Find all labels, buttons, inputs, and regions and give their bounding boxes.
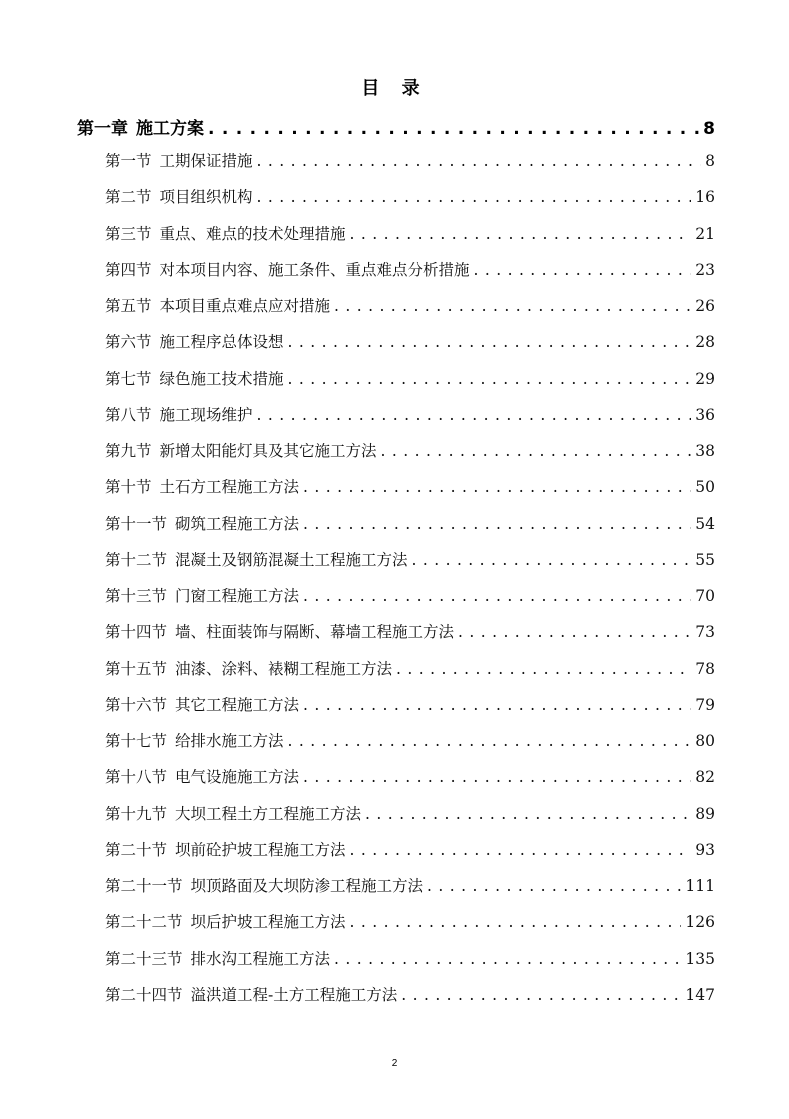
toc-section-entry[interactable] [105,729,715,753]
dot-leader [474,261,692,279]
section-page: 147 [685,985,715,1004]
section-number: 第十一节 [105,514,168,533]
dot-leader [303,696,691,714]
section-page: 28 [695,333,715,352]
toc-section-entry[interactable] [105,185,715,209]
dot-leader [288,732,692,750]
section-number: 第十二节 [105,550,168,569]
section-title: 绿色施工技术措施 [159,369,284,388]
dot-leader [350,225,692,243]
toc-chapter-entry[interactable] [77,114,715,138]
section-page: 89 [695,804,715,823]
dot-leader [350,841,692,859]
section-number: 第二十四节 [105,985,183,1004]
section-number: 第一节 [105,152,152,170]
toc-section-entry[interactable] [105,802,715,826]
section-title: 项目组织机构 [159,188,253,207]
section-number: 第十三节 [105,587,168,606]
section-title: 混凝土及钢筋混凝土工程施工方法 [175,550,408,569]
dot-leader [427,877,681,895]
toc-section-entry[interactable] [105,548,715,572]
section-page: 23 [695,260,715,279]
section-page: 36 [695,405,715,424]
section-number: 第十六节 [105,695,168,714]
section-title: 土石方工程施工方法 [159,478,300,497]
dot-leader [257,152,702,170]
toc-section-entry[interactable] [105,838,715,862]
dot-leader [208,119,699,139]
section-title: 其它工程施工方法 [175,695,300,714]
section-page: 21 [695,224,715,243]
section-title: 工期保证措施 [159,152,253,170]
chapter-number: 第一章 [77,119,128,139]
section-page: 93 [695,840,715,859]
section-page: 70 [695,587,715,606]
section-number: 第七节 [105,369,152,388]
section-number: 第四节 [105,260,152,279]
section-page: 54 [695,514,715,533]
section-title: 油漆、涂料、裱糊工程施工方法 [175,659,393,678]
section-page: 26 [695,297,715,316]
page-number: 2 [391,1058,398,1069]
section-title: 坝顶路面及大坝防渗工程施工方法 [190,877,424,896]
dot-leader [396,660,691,678]
section-title: 大坝工程土方工程施工方法 [175,804,362,823]
section-number: 第二十一节 [105,877,183,896]
toc-section-entry[interactable] [105,475,715,499]
section-page: 8 [705,152,715,170]
dot-leader [303,478,691,496]
section-number: 第十四节 [105,623,168,642]
dot-leader [257,406,692,424]
section-page: 126 [685,913,715,932]
dot-leader [288,370,692,388]
toc-section-entry[interactable] [105,294,715,318]
section-title: 对本项目内容、施工条件、重点难点分析措施 [159,260,470,279]
toc-section-entry[interactable] [105,947,715,971]
section-page: 78 [695,659,715,678]
section-page: 16 [695,188,715,207]
toc-section-entry[interactable] [105,258,715,282]
section-number: 第五节 [105,297,152,316]
section-number: 第十八节 [105,768,168,787]
section-number: 第十九节 [105,804,168,823]
section-title: 施工现场维护 [159,405,253,424]
section-number: 第二节 [105,188,152,207]
toc-section-entry[interactable] [105,403,715,427]
section-page: 29 [695,369,715,388]
toc-section-entry[interactable] [105,620,715,644]
section-page: 50 [695,478,715,497]
toc-section-entry[interactable] [105,765,715,789]
section-number: 第六节 [105,333,152,352]
section-number: 第二十三节 [105,949,183,968]
toc-section-entry[interactable] [105,512,715,536]
section-title: 溢洪道工程-土方工程施工方法 [190,985,398,1004]
section-title: 排水沟工程施工方法 [190,949,331,968]
section-page: 55 [695,550,715,569]
section-title: 电气设施施工方法 [175,768,300,787]
chapter-page: 8 [703,119,715,139]
toc-title: 目 录 [361,78,428,99]
toc-section-entry[interactable] [105,983,715,1007]
dot-leader [334,297,691,315]
toc-section-entry[interactable] [105,874,715,898]
section-page: 111 [685,877,715,896]
section-title: 施工程序总体设想 [159,333,284,352]
section-title: 砌筑工程施工方法 [175,514,300,533]
section-title: 门窗工程施工方法 [175,587,300,606]
section-page: 82 [695,768,715,787]
section-title: 墙、柱面装饰与隔断、幕墙工程施工方法 [175,623,455,642]
section-page: 73 [695,623,715,642]
section-page: 135 [685,949,715,968]
toc-section-entry[interactable] [105,693,715,717]
dot-leader [303,768,691,786]
section-number: 第三节 [105,224,152,243]
section-number: 第十节 [105,478,152,497]
section-title: 重点、难点的技术处理措施 [159,224,346,243]
dot-leader [303,587,691,605]
section-number: 第二十二节 [105,913,183,932]
section-title: 新增太阳能灯具及其它施工方法 [159,442,377,461]
dot-leader [381,442,692,460]
dot-leader [334,950,681,968]
section-number: 第八节 [105,405,152,424]
section-title: 坝前砼护坡工程施工方法 [175,840,346,859]
dot-leader [365,805,691,823]
toc-section-entry[interactable] [105,367,715,391]
toc-section-entry[interactable] [105,910,715,934]
dot-leader [412,551,692,569]
toc-section-entry[interactable] [105,330,715,354]
section-page: 80 [695,732,715,751]
dot-leader [458,623,691,641]
section-page: 79 [695,695,715,714]
section-number: 第九节 [105,442,152,461]
toc-section-entry[interactable] [105,149,715,173]
section-title: 给排水施工方法 [175,732,284,751]
dot-leader [350,913,682,931]
section-page: 38 [695,442,715,461]
dot-leader [288,333,692,351]
section-title: 本项目重点难点应对措施 [159,297,331,316]
section-number: 第十五节 [105,659,168,678]
section-number: 第二十节 [105,840,168,859]
toc-section-entry[interactable] [105,584,715,608]
toc-section-entry[interactable] [105,657,715,681]
chapter-title: 施工方案 [136,119,204,139]
dot-leader [303,515,691,533]
dot-leader [401,986,681,1004]
toc-section-entry[interactable] [105,439,715,463]
dot-leader [257,188,692,206]
toc-section-entry[interactable] [105,222,715,246]
section-title: 坝后护坡工程施工方法 [190,913,346,932]
section-number: 第十七节 [105,732,168,751]
